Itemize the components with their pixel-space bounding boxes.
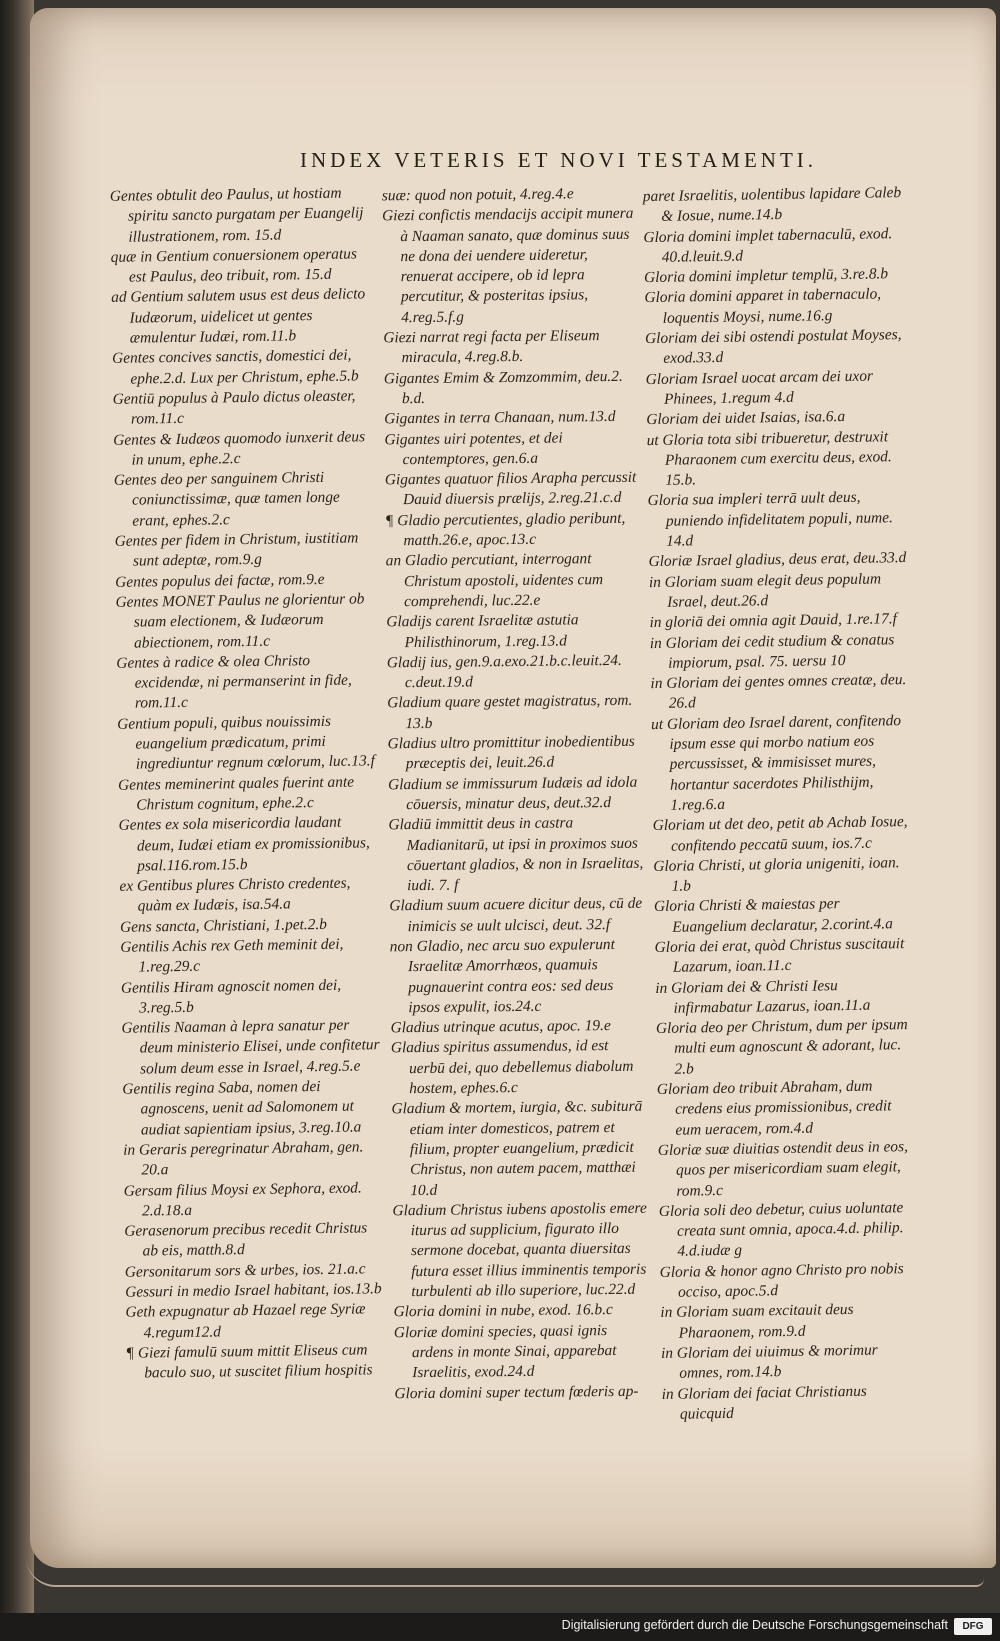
index-entry: in Geraris peregrinatur Abraham, gen. 20.a	[123, 1138, 364, 1179]
index-entry: Gloria domini impletur templū, 3.re.8.b	[643, 265, 889, 287]
footer-bar	[0, 1613, 1000, 1641]
index-entry: Gessuri in medio Israel habitant, ios.13.b	[125, 1280, 382, 1301]
index-entry: ex Gentibus plures Christo credentes, quàm ex Iudæis, isa.54.a	[119, 874, 351, 915]
index-entry: Gloriæ Israel gladius, deus erat, deu.33.d	[648, 549, 907, 571]
index-entry: an Gladio percutiant, interrogant Christum apostoli, uidentes cum comprehendi, luc.22.e	[385, 550, 604, 611]
index-entry: Gloria & honor agno Christo pro nobis occiso, apoc.5.d	[659, 1259, 904, 1301]
index-entry: suæ: quod non potuit, 4.reg.4.e	[381, 185, 574, 205]
index-column-3	[642, 183, 924, 1423]
index-entry: Gladium quare gestet magistratus, rom. 13.b	[387, 692, 633, 732]
index-entry: Gigantes Emim & Zomzommim, deu.2. b.d.	[383, 367, 623, 408]
index-entry: Gentilis Naaman à lepra sanatur per deum ministerio Elisei, unde confitetur solum deum esse in Israel, 4.reg.5.e	[121, 1016, 380, 1078]
index-entry: Gentes & Iudæos quomodo iunxerit deus in unum, ephe.2.c	[113, 427, 366, 469]
index-entry: ¶ Giezi famulū suum mittit Eliseus cum baculo suo, ut suscitet filium hospitis	[125, 1341, 373, 1382]
book-spine	[0, 0, 34, 1641]
index-entry: Gloriam dei sibi ostendi postulat Moyses, exod.33.d	[644, 326, 902, 368]
running-head: INDEX VETERIS ET NOVI TESTAMENTI.	[300, 148, 818, 172]
dfg-logo: DFG	[954, 1618, 992, 1635]
index-entry: in Gloriam suam elegit deus populum Israel, deut.26.d	[648, 570, 882, 611]
index-entry: non Gladio, nec arcu suo expulerunt Israelitæ Amorrhæos, quamuis pugnauerint contra eos: sed deus ipsos expulit, ios.24.c	[389, 935, 615, 1017]
index-entry: Gladium suum acuere dicitur deus, cū de inimicis se uult ulcisci, deut. 32.f	[389, 895, 643, 935]
index-entry: Gladiū immittit deus in castra Madianitarū, ut ipsi in proximos suos cōuertant gladios, & non in Israelitas, iudi. 7. f	[388, 814, 644, 895]
index-entry: in Gloriam dei cedit studium & conatus impiorum, psal. 75. uersu 10	[649, 630, 895, 672]
index-entry: Gentilis Achis rex Geth meminit dei, 1.reg.29.c	[120, 935, 344, 976]
index-entry: Gloria sua impleri terrā uult deus, puniendo infidelitatem populi, nume. 14.d	[647, 489, 894, 550]
index-entry: Gigantes quatuor filios Arapha percussit Dauid diuersis prælijs, 2.reg.21.c.d	[384, 468, 637, 509]
index-entry: Gigantes uiri potentes, et dei contemptores, gen.6.a	[384, 429, 563, 469]
index-entry: Gladium & mortem, iurgia, &c. subiturā etiam inter domesticos, patrem et filium, propter euangelium, prædicit Christus, non autem pacem, matthæi 10.d	[391, 1098, 643, 1199]
index-entry: Gladium Christus iubens apostolis emere iturus ad supplicium, figurato illo sermone docebat, quanta diuersitas futura esset illius imminentis temporis turbulenti ab illo superiore, luc.22.d	[392, 1199, 647, 1301]
index-entry: Gerasenorum precibus recedit Christus ab eis, matth.8.d	[124, 1219, 368, 1260]
index-entry: Gersonitarum sors & urbes, ios. 21.a.c	[124, 1260, 366, 1281]
index-entry: Gladij ius, gen.9.a.exo.21.b.c.leuit.24. c.deut.19.d	[386, 651, 622, 692]
index-entry: paret Israelitis, uolentibus lapidare Caleb & Iosue, nume.14.b	[642, 184, 902, 226]
index-entry: Gloria domini apparet in tabernaculo, loquentis Moysi, nume.16.g	[644, 285, 882, 327]
index-entry: Gloria Christi, ut gloria unigeniti, ioan. 1.b	[653, 853, 900, 895]
index-entry: Gloriæ domini species, quasi ignis ardens in monte Sinai, apparebat Israelitis, exod.24.d	[393, 1321, 617, 1382]
index-entry: Giezi narrat regi facta per Eliseum miracula, 4.reg.8.b.	[383, 327, 600, 367]
index-entry: Gloriam Israel uocat arcam dei uxor Phinees, 1.regum 4.d	[645, 367, 874, 408]
index-entry: Gentes à radice & olea Christo excidendæ, ni permanserint in fide, rom.11.c	[116, 651, 352, 713]
index-entry: Gladijs carent Israelitæ astutia Philisthinorum, 1.reg.13.d	[386, 611, 579, 651]
index-entry: Gentilis Hiram agnoscit nomen dei, 3.reg.5.b	[120, 976, 342, 1017]
index-entry: Gentes concives sanctis, domestici dei, ephe.2.d. Lux per Christum, ephe.5.b	[111, 346, 359, 388]
index-entry: Gentium populi, quibus nouissimis euangelium prædicatum, primi ingrediuntur regnum cœlorum, luc.13.f	[117, 712, 375, 773]
index-entry: Gens sancta, Christiani, 1.pet.2.b	[119, 915, 328, 936]
index-entry: Gentiū populus à Paulo dictus oleaster, rom.11.c	[112, 387, 356, 428]
index-entry: in Gloriam dei gentes omnes creatæ, deu. 26.d	[650, 671, 907, 713]
index-entry: Gloria domini super tectum fœderis ap-	[394, 1382, 639, 1402]
index-column-2	[381, 184, 650, 1402]
index-entry: Giezi confictis mendacijs accipit munera à Naaman sanato, quæ dominus suus ne dona dei uendere uideretur, renuerat accipere, ob id lepra percutitur, & posteritas ipsius, 4.reg.5.f.g	[381, 205, 634, 326]
index-entry: ut Gloriam deo Israel darent, confitendo ipsum esse qui morbo natium eos percussisset, & immisisset mures, hortantur sacerdotes Philisthijm, 1.reg.6.a	[650, 711, 902, 814]
index-entry: ¶ Gladio percutientes, gladio peribunt, matth.26.e, apoc.13.c	[385, 509, 626, 550]
footer-credit: Digitalisierung gefördert durch die Deutsche Forschungsgemeinschaft	[561, 1618, 948, 1632]
index-entry: Gloria deo per Christum, dum per ipsum multi eum agnoscunt & adorant, luc. 2.b	[655, 1016, 908, 1078]
index-entry: Gentes per fidem in Christum, iustitiam sunt adeptæ, rom.9.g	[114, 529, 359, 570]
index-entry: Gigantes in terra Chanaan, num.13.d	[384, 408, 616, 428]
index-entry: Gloriam deo tribuit Abraham, dum credens eius promissionibus, credit eum ueracem, rom.4.d	[656, 1077, 892, 1139]
index-entry: quæ in Gentium conuersionem operatus est Paulus, deo tribuit, rom. 15.d	[110, 245, 358, 286]
index-entry: in gloriā dei omnia agit Dauid, 1.re.17.f	[649, 610, 898, 632]
index-entry: in Gloriam dei faciat Christianus quicquid	[661, 1382, 867, 1423]
index-entry: ad Gentium salutem usus est deus delicto Iudæorum, uidelicet ut gentes æmulentur Iudæi, rom.11.b	[111, 285, 366, 347]
index-entry: in Gloriam suam excitauit deus Pharaonem, rom.9.d	[660, 1301, 854, 1342]
index-entry: Gentilis regina Saba, nomen dei agnoscens, uenit ad Salomonem ut audiat sapientiam ipsius, 3.reg.10.a	[122, 1078, 362, 1139]
index-entry: Gladius spiritus assumendus, id est uerbū dei, quo debellemus diabolum hostem, ephes.6.c	[390, 1037, 634, 1098]
index-entry: Gloria soli deo debetur, cuius uoluntate creata sunt omnia, apoca.4.d. philip. 4.d.iudæ g	[658, 1199, 904, 1261]
index-entry: Geth expugnatur ab Hazael rege Syriæ 4.regum12.d	[125, 1300, 366, 1342]
index-entry: Gloria dei erat, quòd Christus suscitauit Lazarum, ioan.11.c	[654, 935, 905, 977]
index-entry: ut Gloria tota sibi tribueretur, destruxit Pharaonem cum exercitu deus, exod. 15.b.	[646, 427, 892, 489]
index-entry: Gloria domini in nube, exod. 16.b.c	[393, 1301, 613, 1321]
index-entry: Gentes MONET Paulus ne glorientur ob suam electionem, & Iudæorum abiectionem, rom.11.c	[115, 590, 365, 652]
index-entry: Gloriam ut det deo, petit ab Achab Iosue, confitendo peccatū suum, ios.7.c	[652, 813, 908, 855]
index-entry: in Gloriam dei uiuimus & morimur omnes, rom.14.b	[660, 1341, 878, 1382]
index-entry: Gloriæ suæ diuitias ostendit deus in eos, quos per misericordiam suam elegit, rom.9.c	[657, 1138, 909, 1200]
index-entry: Gentes meminerint quales fuerint ante Christum cognitum, ephe.2.c	[117, 773, 355, 814]
index-entry: Gloria Christi & maiestas per Euangelium declaratur, 2.corint.4.a	[653, 895, 893, 936]
index-entry: Gersam filius Moysi ex Sephora, exod. 2.d.18.a	[123, 1179, 362, 1220]
index-entry: Gentes obtulit deo Paulus, ut hostiam spiritu sancto purgatam per Euangelij illustrationem, rom. 15.d	[109, 184, 364, 246]
index-entry: Gladius ultro promittitur inobedientibus præceptis dei, leuit.26.d	[387, 732, 635, 773]
index-entry: Gloria domini implet tabernaculū, exod. 40.d.leuit.9.d	[643, 224, 893, 266]
index-entry: Gladium se immissurum Iudæis ad idola cōuersis, minatur deus, deut.32.d	[387, 773, 638, 814]
index-entry: Gladius utrinque acutus, apoc. 19.e	[390, 1017, 611, 1037]
index-entry: Gloriam dei uidet Isaias, isa.6.a	[646, 408, 846, 429]
index-entry: in Gloriam dei & Christi Iesu infirmabatur Lazarus, ioan.11.a	[655, 976, 871, 1017]
index-entry: Gentes deo per sanguinem Christi coniunctissimæ, quæ tamen longe erant, ephes.2.c	[113, 469, 340, 530]
index-column-1	[109, 183, 389, 1382]
index-entry: Gentes ex sola misericordia laudant deum, Iudæi etiam ex promissionibus, psal.116.rom.15.b	[118, 813, 370, 875]
index-entry: Gentes populus dei factæ, rom.9.e	[115, 570, 325, 591]
